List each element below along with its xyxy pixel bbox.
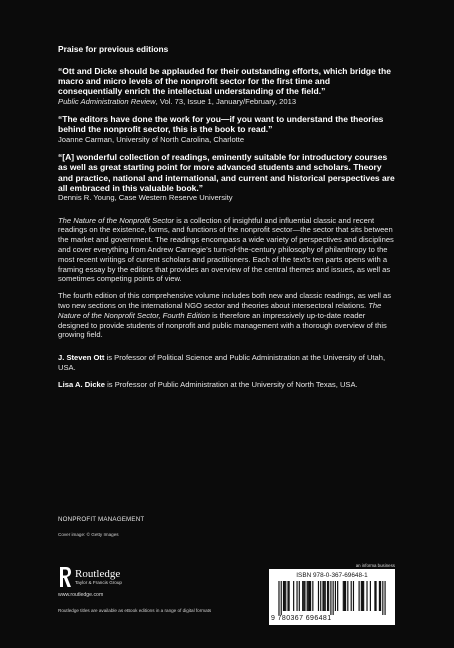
barcode-bar bbox=[379, 581, 380, 611]
barcode-bar bbox=[325, 581, 326, 611]
quote-source: Dennis R. Young, Case Western Reserve University bbox=[58, 193, 233, 203]
barcode-bar bbox=[320, 581, 321, 611]
barcode-bar bbox=[345, 581, 346, 611]
barcode-bar bbox=[278, 581, 279, 615]
barcode-bar bbox=[287, 581, 288, 611]
book-title: The Nature of the Nonprofit Sector bbox=[58, 215, 175, 225]
informa-note: an informa business bbox=[355, 563, 395, 568]
barcode-bar bbox=[296, 581, 297, 611]
barcode-bar bbox=[359, 581, 360, 611]
barcode-bar bbox=[344, 581, 345, 611]
barcode-bar bbox=[384, 581, 385, 615]
barcode-bar bbox=[380, 581, 381, 611]
publisher-block bbox=[58, 566, 198, 600]
barcode-bar bbox=[302, 581, 303, 611]
barcode-bar bbox=[293, 581, 294, 611]
barcode-bar bbox=[310, 581, 311, 611]
author-bio bbox=[58, 353, 396, 373]
barcode-bar bbox=[303, 581, 304, 611]
barcode-bar bbox=[322, 581, 323, 611]
barcode-bar bbox=[366, 581, 367, 611]
ebook-note: Routledge titles are available as eBook editions in a range of digital formats bbox=[58, 608, 212, 613]
barcode-bar bbox=[382, 581, 383, 615]
barcode-bar bbox=[361, 581, 362, 611]
quote-2 bbox=[58, 114, 396, 144]
barcode-bar bbox=[328, 581, 329, 611]
barcode-bar bbox=[337, 581, 338, 611]
routledge-logo-icon bbox=[58, 566, 72, 588]
isbn-label: ISBN 978-0-367-69648-1 bbox=[296, 572, 368, 579]
barcode-bar bbox=[353, 581, 354, 611]
quote-source: Joanne Carman, University of North Carolina, Charlotte bbox=[58, 134, 245, 144]
barcode-bar bbox=[304, 581, 305, 611]
barcode-area bbox=[269, 563, 395, 627]
quote-3 bbox=[58, 152, 396, 202]
quote-1 bbox=[58, 66, 396, 106]
publisher-url: www.routledge.com bbox=[58, 592, 104, 598]
barcode-bar bbox=[307, 581, 308, 611]
cover-credit: Cover image: © Getty Images bbox=[58, 532, 119, 537]
barcode-bar bbox=[370, 581, 371, 611]
barcode-bar bbox=[375, 581, 376, 611]
barcode-digits: 9 780367 696481 bbox=[271, 615, 332, 622]
author-bios bbox=[58, 353, 396, 389]
isbn-barcode bbox=[269, 569, 395, 625]
publisher-name: Routledge bbox=[75, 568, 121, 580]
paragraph-text: The fourth edition of this comprehensive volume includes both new and classic readings, as well as two new sections on the international NGO sector and theories about intersectoral relations. bbox=[58, 291, 392, 310]
barcode-bar bbox=[309, 581, 310, 611]
barcode-bar bbox=[312, 581, 313, 611]
barcode-bar bbox=[374, 581, 375, 611]
author-bio-text: is Professor of Public Administration at the University of North Texas, USA. bbox=[105, 379, 358, 389]
quote-source bbox=[58, 97, 396, 107]
barcode-bar bbox=[330, 581, 331, 615]
author-name: J. Steven Ott bbox=[58, 353, 105, 363]
author-name: Lisa A. Dicke bbox=[58, 379, 105, 389]
author-bio-text: is Professor of Political Science and Public Administration at the University of Utah, USA. bbox=[58, 353, 386, 372]
quote-text: “The editors have done the work for you—if you want to understand the theories behind the nonprofit sector, this is the book to read.” bbox=[58, 114, 384, 135]
barcode-bar bbox=[347, 581, 348, 611]
barcode-bar bbox=[318, 581, 319, 611]
barcode-bar bbox=[285, 581, 286, 611]
quote-text: “[A] wonderful collection of readings, eminently suitable for introductory courses as well as great starting point for more advanced students and scholars. Theory and practice, national and international, and current and historical perspectives are all embraced in this valuable book.” bbox=[58, 152, 395, 193]
barcode-bar bbox=[343, 581, 344, 611]
barcode-bar bbox=[327, 581, 328, 611]
barcode-bar bbox=[333, 581, 334, 615]
barcode-bar bbox=[289, 581, 290, 611]
praise-heading: Praise for previous editions bbox=[58, 44, 169, 54]
paragraph-text: is a collection of insightful and influential classic and recent readings on the existence, forms, and functions of the nonprofit sector—the sector that sits between the market and government. The readings encompass a wide variety of perspectives and disciplines and cover everything from Andrew Carnegie’s turn-of-the-century philosophy of philanthropy to the most recent writings of current scholars and practitioners. Each of the text’s ten parts opens with a framing essay by the editors that provides an overview of the central themes and issues, as well as sometimes competing points of view. bbox=[58, 215, 394, 284]
quote-text: “Ott and Dicke should be applauded for their outstanding efforts, which bridge the macro and micro levels of the nonprofit sector for the first time and consequentially enrich the intellectual understanding of the field.” bbox=[58, 66, 391, 97]
paragraph-text: is therefore an impressively up-to-date reader designed to provide students of nonprofit and public management with a thorough overview of this growing field. bbox=[58, 310, 387, 340]
barcode-bar bbox=[324, 581, 325, 611]
barcode-bar bbox=[283, 581, 284, 611]
description-paragraph-2 bbox=[58, 291, 396, 340]
journal-issue: , Vol. 73, Issue 1, January/February, 2013 bbox=[155, 96, 297, 106]
publisher-group: Taylor & Francis Group bbox=[75, 580, 122, 585]
barcode-bar bbox=[299, 581, 300, 611]
author-bio bbox=[58, 380, 396, 390]
barcode-bar bbox=[363, 581, 364, 611]
barcode-bar bbox=[308, 581, 309, 611]
book-title: The Nature of the Nonprofit Sector, Fourth Edition bbox=[58, 300, 382, 320]
barcode-bar bbox=[281, 581, 282, 615]
subject-category: NONPROFIT MANAGEMENT bbox=[58, 516, 145, 523]
barcode-bar bbox=[335, 581, 336, 611]
description-paragraph-1 bbox=[58, 216, 396, 285]
barcode-bar bbox=[362, 581, 363, 611]
barcode-icon bbox=[275, 581, 389, 615]
barcode-bar bbox=[284, 581, 285, 611]
journal-title: Public Administration Review bbox=[58, 96, 156, 106]
barcode-bar bbox=[351, 581, 352, 611]
